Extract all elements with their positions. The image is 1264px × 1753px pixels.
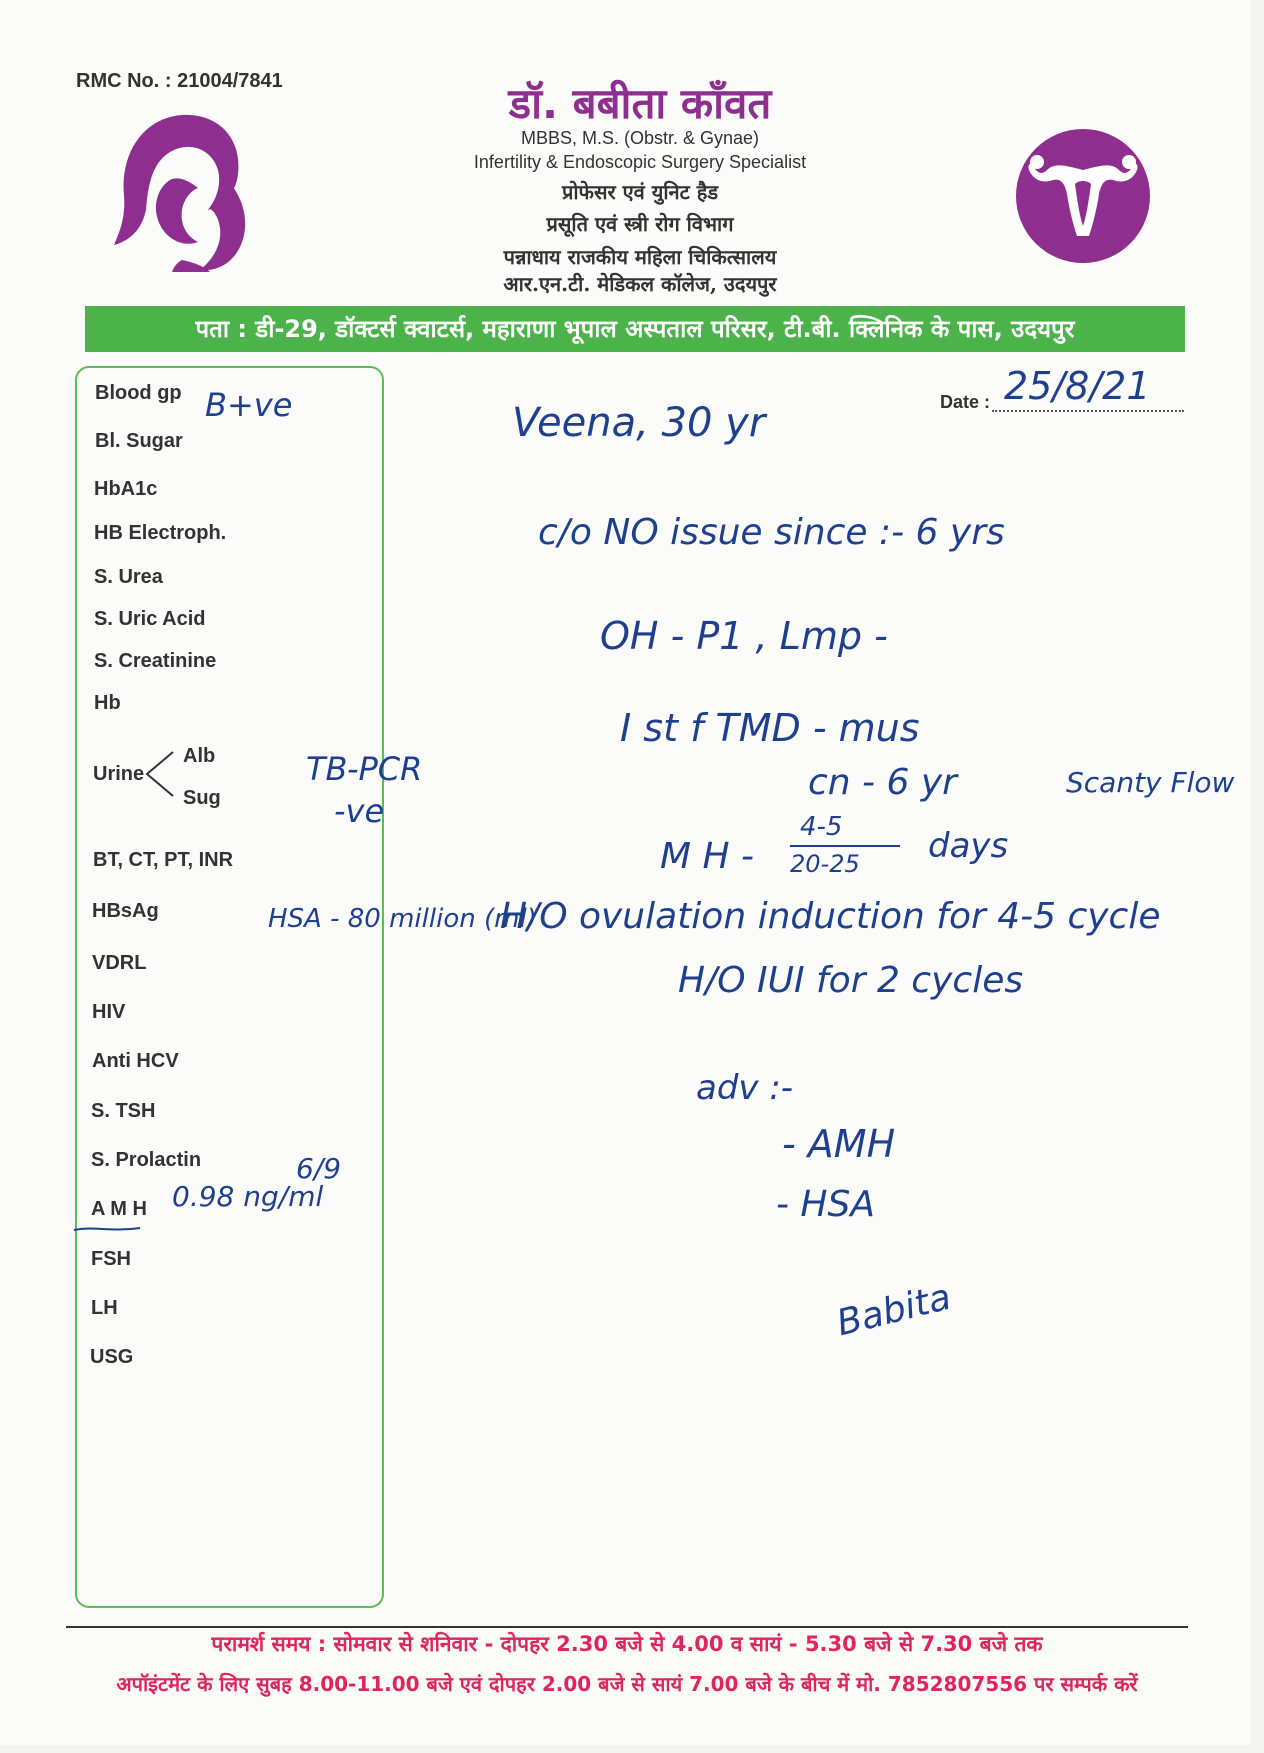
test-hba1c: HbA1c (94, 478, 158, 500)
amh-result-date: 6/9 (296, 1152, 342, 1185)
urine-bracket-icon (145, 750, 175, 800)
doctor-signature: Babita (832, 1276, 956, 1345)
department: प्रसूति एवं स्त्री रोग विभाग (546, 212, 734, 236)
advice-label: adv :- (696, 1068, 794, 1108)
qualification: MBBS, M.S. (Obstr. & Gynae) (520, 128, 760, 148)
test-s-creatinine: S. Creatinine (94, 650, 217, 672)
hospital-name: पन्नाधाय राजकीय महिला चिकित्सालय (503, 245, 777, 269)
history-line-3: cn - 6 yr (808, 762, 957, 803)
mother-child-logo-icon (112, 110, 262, 280)
designation: प्रोफेसर एवं युनिट हैड (561, 180, 719, 204)
test-bt-ct-pt-inr: BT, CT, PT, INR (93, 849, 234, 871)
test-urine-sug: Sug (183, 787, 221, 809)
history-line: OH - P1 , Lmp - (600, 614, 888, 658)
test-hiv: HIV (92, 1001, 126, 1023)
test-urine-alb: Alb (183, 745, 216, 767)
ovulation-induction-history: H/O ovulation induction for 4-5 cycle (500, 896, 1161, 937)
rmc-number: RMC No. : 21004/7841 (76, 70, 283, 92)
menstrual-history-label: M H - (660, 836, 755, 877)
complaint-line: c/o NO issue since :- 6 yrs (538, 512, 1005, 553)
test-fsh: FSH (91, 1248, 131, 1270)
days-label: days (928, 826, 1009, 866)
uterus-logo-icon (1015, 128, 1151, 269)
doctor-name: डॉ. बबीता काँवत (508, 79, 772, 128)
date-value: 25/8/21 (1004, 364, 1151, 408)
amh-result: 0.98 ng/ml (172, 1180, 324, 1213)
blood-group-value: B+ve (205, 386, 293, 424)
flow-note: Scanty Flow (1066, 766, 1235, 799)
test-s-uric-acid: S. Uric Acid (94, 608, 206, 630)
fraction-bar (790, 845, 900, 847)
history-line-2: I st f TMD - mus (620, 706, 920, 750)
test-anti-hcv: Anti HCV (92, 1050, 179, 1072)
advice-hsa: - HSA (776, 1184, 875, 1225)
test-bl-sugar: Bl. Sugar (95, 430, 183, 452)
address-bar: पता : डी-29, डॉक्टर्स क्वाटर्स, महाराणा भूपाल अस्पताल परिसर, टी.बी. क्लिनिक के पास, उदयपुर (85, 306, 1185, 352)
test-hbsag: HBsAg (92, 900, 159, 922)
test-vdrl: VDRL (92, 952, 147, 974)
college-name: आर.एन.टी. मेडिकल कॉलेज, उदयपुर (503, 272, 777, 296)
hsa-result: HSA - 80 million (ml) (268, 904, 537, 934)
test-s-urea: S. Urea (94, 566, 163, 588)
test-s-prolactin: S. Prolactin (91, 1149, 202, 1171)
menstrual-duration: 4-5 (800, 812, 843, 842)
test-hb: Hb (94, 692, 121, 714)
tb-pcr-note: TB-PCR (306, 750, 423, 788)
test-urine: Urine (93, 763, 145, 785)
specialty: Infertility & Endoscopic Surgery Specialist (473, 152, 807, 172)
footer-divider (66, 1626, 1188, 1628)
date-label: Date : (940, 392, 991, 412)
test-s-tsh: S. TSH (91, 1100, 156, 1122)
test-lh: LH (91, 1297, 118, 1319)
amh-underline (72, 1224, 142, 1234)
consultation-timing: परामर्श समय : सोमवार से शनिवार - दोपहर 2.30 बजे से 4.00 व सायं - 5.30 बजे से 7.30 बजे तक (211, 1632, 1043, 1656)
patient-name-age: Veena, 30 yr (512, 400, 766, 446)
test-blood-gp: Blood gp (95, 382, 182, 404)
test-usg: USG (90, 1346, 134, 1368)
test-amh: A M H (91, 1198, 147, 1220)
test-hb-electroph: HB Electroph. (94, 522, 227, 544)
tb-pcr-result: -ve (334, 792, 385, 830)
iui-history: H/O IUI for 2 cycles (678, 960, 1024, 1001)
appointment-info: अपॉइंटमेंट के लिए सुबह 8.00-11.00 बजे एवं दोपहर 2.00 बजे से सायं 7.00 बजे के बीच में मो. 7852807556 पर सम्पर्क करें (116, 1672, 1138, 1696)
menstrual-cycle: 20-25 (790, 850, 860, 878)
test-checklist-box (75, 366, 384, 1608)
advice-amh: - AMH (782, 1122, 896, 1166)
date-underline (992, 410, 1184, 412)
